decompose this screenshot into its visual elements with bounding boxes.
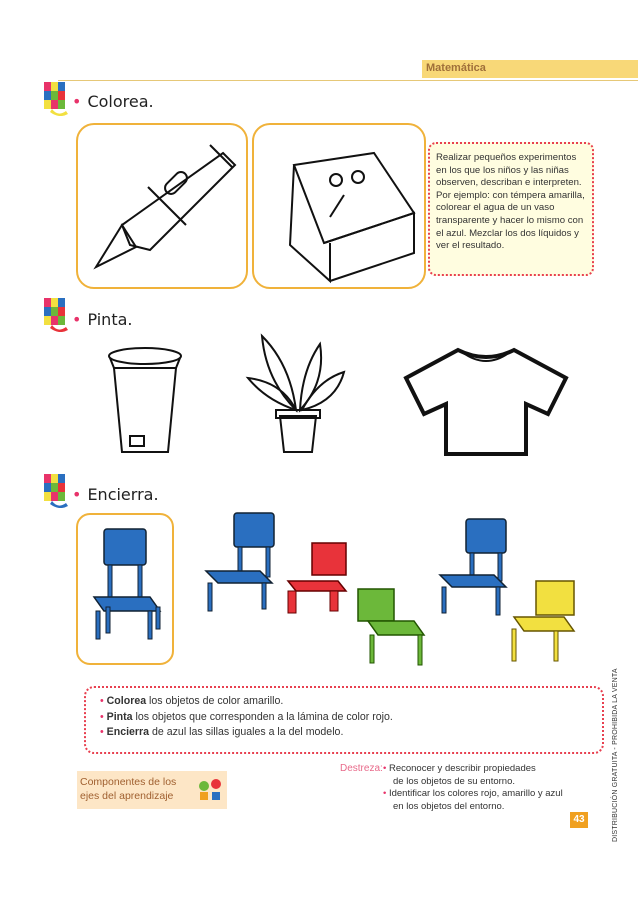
paint-palette-icon	[40, 80, 74, 116]
instruction-colorea: • Colorea.	[72, 92, 154, 111]
tshirt-drawing	[400, 344, 572, 458]
summary-box	[84, 686, 604, 754]
paint-palette-icon	[40, 296, 74, 332]
blue-chair	[206, 513, 274, 611]
instruction-pinta: • Pinta.	[72, 310, 133, 329]
distribution-notice: DISTRIBUCIÓN GRATUITA - PROHIBIDA LA VENTA	[612, 668, 619, 842]
blue-chair	[440, 519, 506, 615]
learning-axes-icon	[196, 776, 226, 804]
model-chair-card	[76, 513, 174, 665]
blue-chair-model	[78, 515, 172, 663]
components-label: Componentes de los ejes del aprendizaje	[80, 776, 177, 802]
paint-palette-icon	[40, 472, 74, 508]
subject-title: Matemática	[426, 62, 486, 74]
trash-can-drawing	[100, 340, 190, 458]
destreza-label: Destreza:	[340, 763, 383, 774]
crayon-card	[76, 123, 248, 289]
header-rule	[58, 80, 638, 81]
book-drawing	[254, 125, 424, 287]
summary-item: • Colorea los objetos de color amarillo.	[100, 695, 284, 707]
book-card	[252, 123, 426, 289]
destreza-list: • Reconocer y describir propiedades de los objetos de su entorno. • Identificar los colores rojo, amarillo y azul en los objetos del entorno.	[383, 763, 563, 812]
page-number: 43	[570, 812, 588, 828]
teacher-note: Realizar pequeños experimentos en los que los niños y las niñas observen, describan e interpreten. Por ejemplo: con témpera amarilla, colorear el agua de un vaso transparente y hacer lo mismo con el azul. Mezclar los dos líquidos y ver el resultado.	[428, 142, 594, 276]
red-chair	[288, 543, 346, 613]
crayon-drawing	[78, 125, 246, 287]
plant-drawing	[244, 330, 348, 460]
yellow-chair	[512, 581, 574, 661]
chairs-group	[200, 505, 590, 675]
instruction-encierra: • Encierra.	[72, 485, 159, 504]
summary-item: • Encierra de azul las sillas iguales a la del modelo.	[100, 726, 344, 738]
green-chair	[358, 589, 424, 665]
summary-item: • Pinta los objetos que corresponden a la lámina de color rojo.	[100, 710, 393, 723]
